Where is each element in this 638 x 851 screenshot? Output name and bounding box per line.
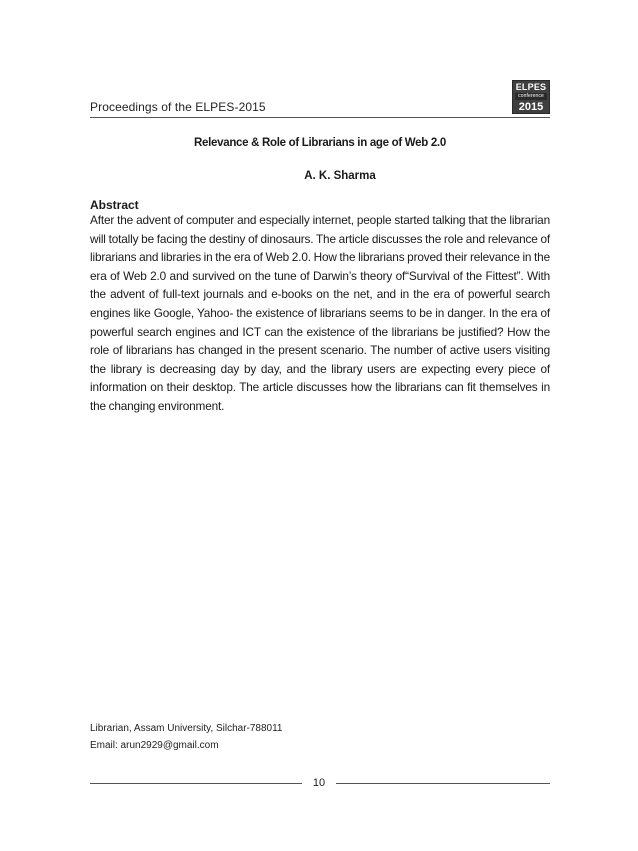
proceedings-title: Proceedings of the ELPES-2015 (90, 100, 266, 114)
abstract-body: After the advent of computer and especially internet, people started talking that the librarian will totally be facing the destiny of dinosaurs. The article discusses the role and relevance of librarians and libraries in the era of Web 2.0. How the librarians proved their relevance in the era of Web 2.0 and survived on the tune of Darwin’s theory of“Survival of the Fittest”. With the advent of full-text journals and e-books on the net, and in the era of powerful search engines like Google, Yahoo- the existence of librarians seems to be in danger. In the era of powerful search engines and ICT can the existence of the librarians be justified? How the role of librarians has changed in the present scenario. The number of active users visiting the library is decreasing day by day, and the library users are expecting every piece of information on their desktop. The article discusses how the librarians can fit themselves in the changing environment. (90, 213, 550, 413)
logo-line-2: conference (515, 93, 547, 100)
header-divider (90, 117, 550, 118)
footer-divider-right (336, 783, 550, 784)
page-header (90, 80, 550, 120)
author-affiliation: Librarian, Assam University, Silchar-788011 (90, 723, 283, 734)
author-footnote (90, 720, 283, 754)
logo-line-3: 2015 (518, 101, 544, 113)
footer-divider-left (90, 783, 302, 784)
logo-line-1: ELPES (515, 82, 547, 92)
page-number: 10 (312, 777, 326, 789)
author-email: Email: arun2929@gmail.com (90, 740, 219, 751)
paper-title: Relevance & Role of Librarians in age of Web 2.0 (194, 137, 446, 149)
author-name: A. K. Sharma (304, 170, 376, 182)
elpes-conference-logo (512, 80, 550, 114)
abstract-heading: Abstract (90, 198, 139, 212)
